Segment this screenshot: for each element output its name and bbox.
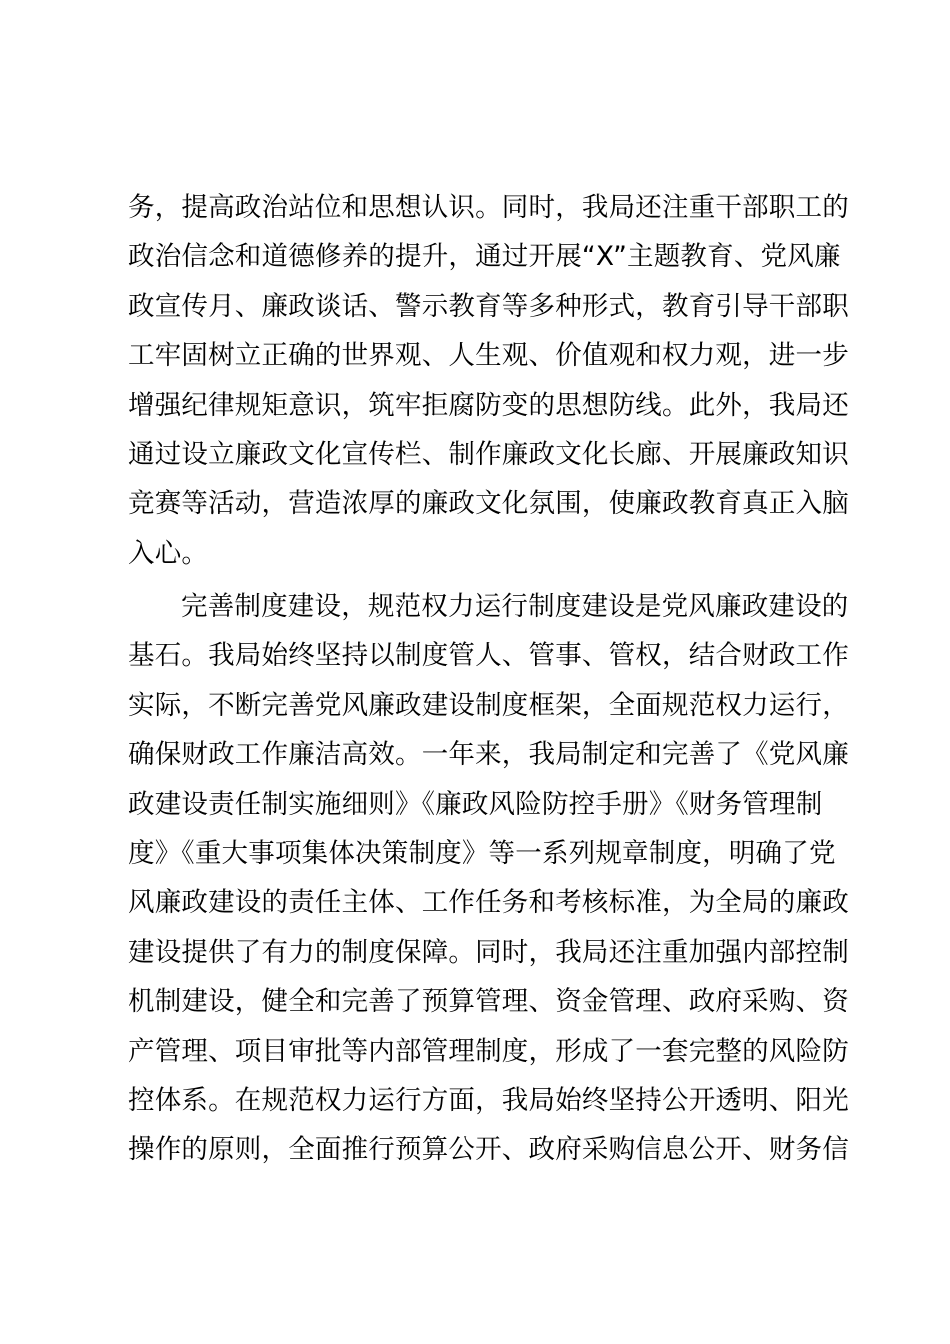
paragraph-1-line: 政治信念和道德修养的提升，通过开展“X”主题教育、党风廉 <box>128 241 841 273</box>
paragraph-2-line: 产管理、项目审批等内部管理制度，形成了一套完整的风险防 <box>128 1035 849 1067</box>
paragraph-1-line: 入心。 <box>128 537 209 569</box>
paragraph-1 <box>128 183 849 578</box>
paragraph-2-line: 确保财政工作廉洁高效。一年来，我局制定和完善了《党风廉 <box>128 739 849 771</box>
paragraph-1-line: 通过设立廉政文化宣传栏、制作廉政文化长廊、开展廉政知识 <box>128 438 849 470</box>
paragraph-2-line: 完善制度建设，规范权力运行制度建设是党风廉政建设的 <box>181 591 849 622</box>
paragraph-2-line: 风廉政建设的责任主体、工作任务和考核标准，为全局的廉政 <box>128 887 849 919</box>
paragraph-2-line: 机制建设，健全和完善了预算管理、资金管理、政府采购、资 <box>128 986 849 1018</box>
paragraph-2-line: 实际，不断完善党风廉政建设制度框架，全面规范权力运行， <box>128 689 849 721</box>
paragraph-2-line: 控体系。在规范权力运行方面，我局始终坚持公开透明、阳光 <box>128 1084 849 1116</box>
paragraph-2-line: 政建设责任制实施细则》《廉政风险防控手册》《财务管理制 <box>128 788 823 820</box>
paragraph-1-line: 竞赛等活动，营造浓厚的廉政文化氛围，使廉政教育真正入脑 <box>128 488 849 520</box>
paragraph-1-line: 增强纪律规矩意识，筑牢拒腐防变的思想防线。此外，我局还 <box>128 389 849 421</box>
paragraph-1-line: 工牢固树立正确的世界观、人生观、价值观和权力观，进一步 <box>128 340 849 372</box>
paragraph-2-line: 度》《重大事项集体决策制度》等一系列规章制度，明确了党 <box>128 837 836 869</box>
paragraph-1-line: 务，提高政治站位和思想认识。同时，我局还注重干部职工的 <box>128 192 849 223</box>
paragraph-2-line: 基石。我局始终坚持以制度管人、管事、管权，结合财政工作 <box>128 640 849 672</box>
paragraph-1-line: 政宣传月、廉政谈话、警示教育等多种形式，教育引导干部职 <box>128 290 849 322</box>
paragraph-2 <box>128 582 849 1175</box>
paragraph-2-line: 操作的原则，全面推行预算公开、政府采购信息公开、财务信 <box>128 1134 849 1166</box>
paragraph-2-line: 建设提供了有力的制度保障。同时，我局还注重加强内部控制 <box>128 936 849 968</box>
